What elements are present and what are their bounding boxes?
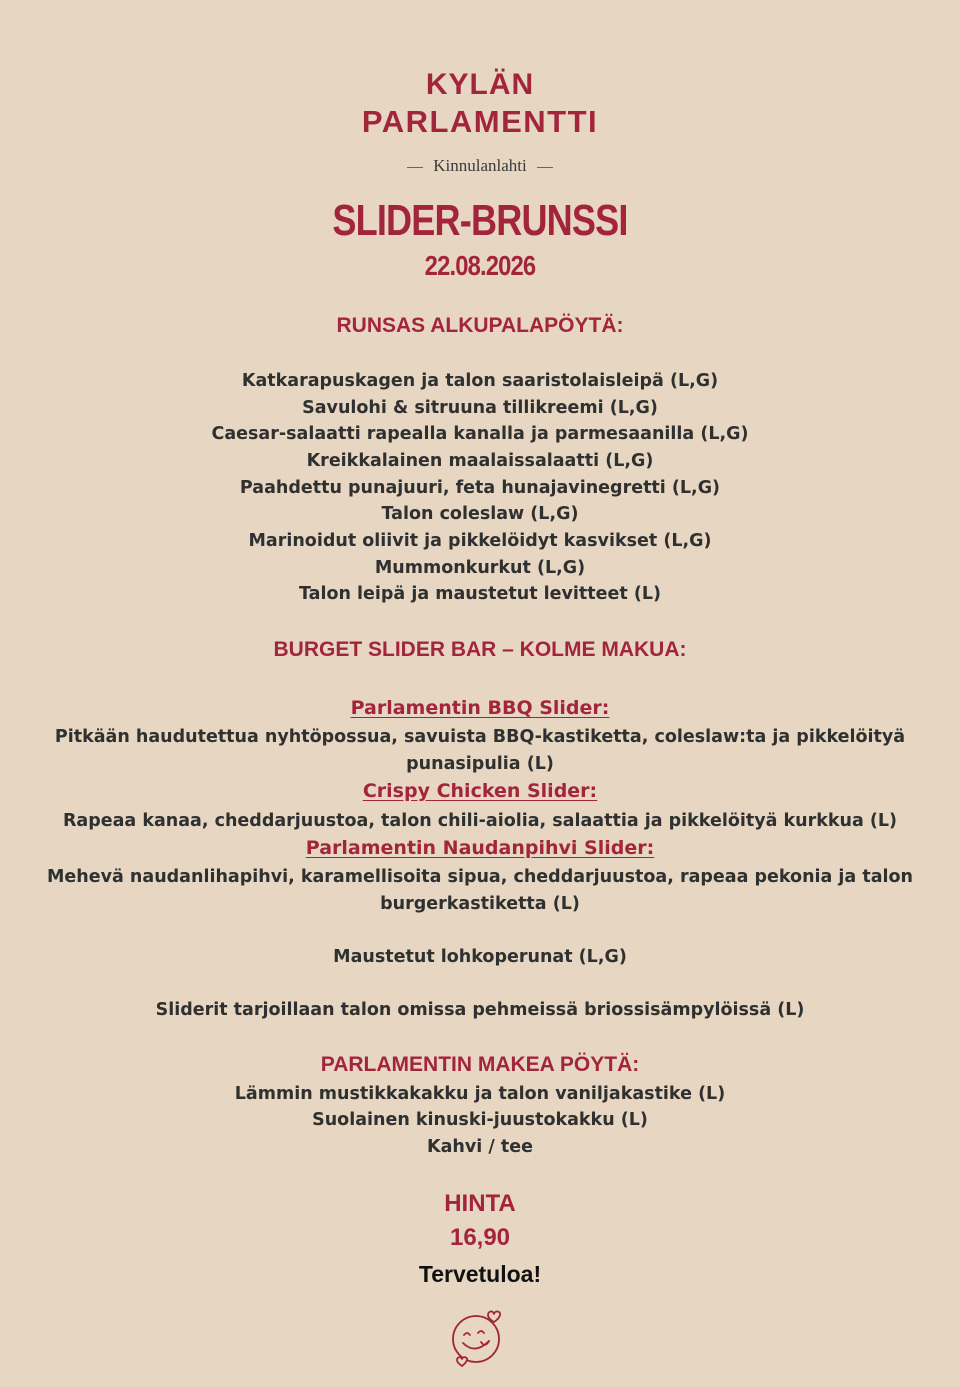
slider-name-chicken: Crispy Chicken Slider: <box>362 780 598 802</box>
dessert-item: Suolainen kinuski-juustokakku (L) <box>312 1110 648 1130</box>
location-line <box>0 156 960 176</box>
event-title: SLIDER-BRUNSSI <box>332 196 628 245</box>
smiley-hearts-icon <box>448 1306 508 1372</box>
slider-desc-bbq: Pitkään haudutettua nyhtöpossua, savuista BBQ-kastiketta, coleslaw:ta ja pikkelöityä punasipulia (L) <box>54 727 906 774</box>
slider-bun-note: Sliderit tarjoillaan talon omissa pehmeissä briossisämpylöissä (L) <box>155 1000 805 1020</box>
logo-line-2: PARLAMENTTI <box>361 104 599 139</box>
location-dash-right <box>537 167 553 168</box>
starter-item: Paahdettu punajuuri, feta hunajavinegretti (L,G) <box>239 478 721 498</box>
starter-item: Katkarapuskagen ja talon saaristolaisleipä (L,G) <box>241 371 719 391</box>
dessert-item: Kahvi / tee <box>427 1137 533 1157</box>
side-item: Maustetut lohkoperunat (L,G) <box>333 947 627 967</box>
slider-desc-chicken: Rapeaa kanaa, cheddarjuustoa, talon chili-aiolia, salaattia ja pikkelöityä kurkkua (L) <box>62 811 898 831</box>
starter-item: Mummonkurkut (L,G) <box>374 558 586 578</box>
dessert-item: Lämmin mustikkakakku ja talon vaniljakastike (L) <box>234 1084 726 1104</box>
starter-item: Savulohi & sitruuna tillikreemi (L,G) <box>302 398 658 418</box>
starter-item: Talon coleslaw (L,G) <box>381 504 579 524</box>
starter-item: Caesar-salaatti rapealla kanalla ja parmesaanilla (L,G) <box>211 424 749 444</box>
starter-item: Marinoidut oliivit ja pikkelöidyt kasvikset (L,G) <box>248 531 712 551</box>
price-label: HINTA <box>444 1190 516 1217</box>
location-dash-left <box>407 167 423 168</box>
welcome-text: Tervetuloa! <box>418 1261 542 1287</box>
desserts-heading: PARLAMENTIN MAKEA PÖYTÄ: <box>320 1053 640 1076</box>
starter-item: Kreikkalainen maalaissalaatti (L,G) <box>306 451 654 471</box>
event-date: 22.08.2026 <box>424 250 536 281</box>
slider-name-beef: Parlamentin Naudanpihvi Slider: <box>305 837 655 859</box>
starter-item: Talon leipä ja maustetut levitteet (L) <box>298 584 662 604</box>
logo-line-1: KYLÄN <box>425 68 535 101</box>
slider-desc-beef: Mehevä naudanlihapihvi, karamellisoita sipua, cheddarjuustoa, rapeaa pekonia ja talon burgerkastiketta (L) <box>47 867 913 914</box>
sliders-heading: BURGET SLIDER BAR – KOLME MAKUA: <box>273 638 687 661</box>
price-value: 16,90 <box>449 1224 511 1251</box>
starters-heading: RUNSAS ALKUPALAPÖYTÄ: <box>336 314 624 337</box>
slider-name-bbq: Parlamentin BBQ Slider: <box>350 697 610 719</box>
location-name: Kinnulanlahti <box>433 156 527 175</box>
